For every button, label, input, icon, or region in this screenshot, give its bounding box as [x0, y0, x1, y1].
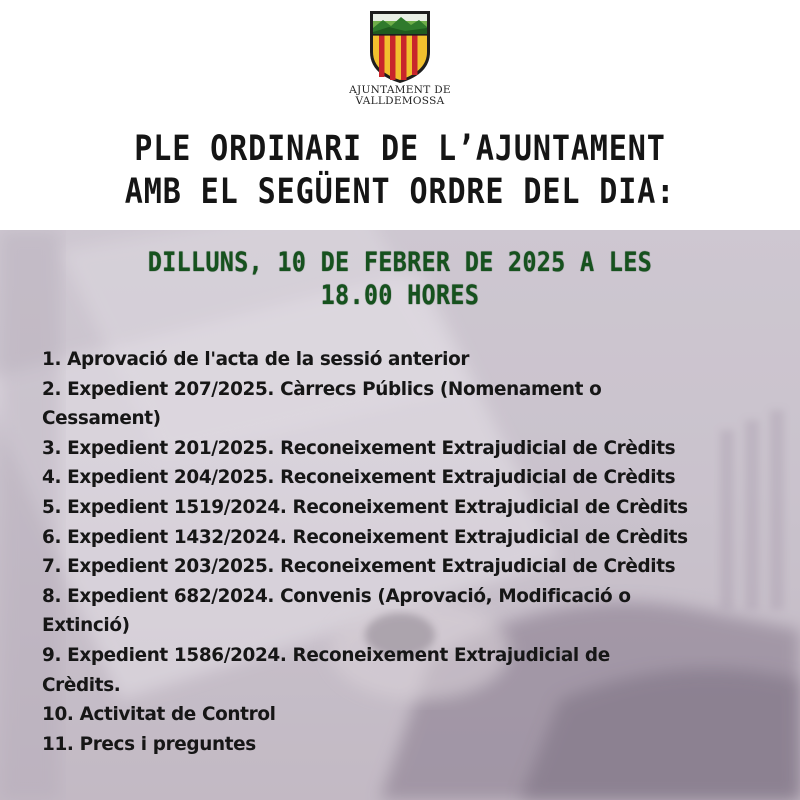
org-name-line2: VALLDEMOSSA: [355, 95, 445, 107]
meeting-date: [56, 246, 744, 312]
header: [0, 0, 800, 230]
agenda-item: Cessament): [42, 408, 161, 430]
agenda-item: 4. Expedient 204/2025. Reconeixement Extrajudicial de Crèdits: [42, 467, 676, 489]
agenda-item: 3. Expedient 201/2025. Reconeixement Extrajudicial de Crèdits: [42, 437, 676, 459]
agenda-item: 7. Expedient 203/2025. Reconeixement Extrajudicial de Crèdits: [42, 556, 676, 578]
coat-of-arms-logo: [369, 10, 431, 84]
content-area: [0, 230, 800, 800]
agenda-item: 6. Expedient 1432/2024. Reconeixement Extrajudicial de Crèdits: [42, 526, 688, 548]
agenda-item: 2. Expedient 207/2025. Càrrecs Públics (Nomenament o: [42, 378, 602, 400]
agenda-item: 8. Expedient 682/2024. Convenis (Aprovació, Modificació o: [42, 585, 631, 607]
page-title: [56, 128, 744, 214]
agenda-item: 11. Precs i preguntes: [42, 733, 256, 755]
agenda-item: Extinció): [42, 615, 130, 637]
agenda-item: 5. Expedient 1519/2024. Reconeixement Extrajudicial de Crèdits: [42, 496, 688, 518]
title-line2: AMB EL SEGÜENT ORDRE DEL DIA:: [124, 172, 676, 212]
agenda-item: 9. Expedient 1586/2024. Reconeixement Extrajudicial de: [42, 644, 610, 666]
agenda-item: 1. Aprovació de l'acta de la sessió anterior: [42, 349, 470, 370]
agenda-item: 10. Activitat de Control: [42, 704, 276, 726]
date-line2: 18.00 HORES: [320, 280, 480, 311]
org-name-line1: AJUNTAMENT DE: [349, 84, 451, 96]
org-name: [300, 85, 500, 107]
agenda-list: [42, 345, 792, 759]
agenda-item: Crèdits.: [42, 674, 121, 696]
date-line1: DILLUNS, 10 DE FEBRER DE 2025 A LES: [147, 247, 653, 278]
title-line1: PLE ORDINARI DE L’AJUNTAMENT: [134, 129, 666, 169]
